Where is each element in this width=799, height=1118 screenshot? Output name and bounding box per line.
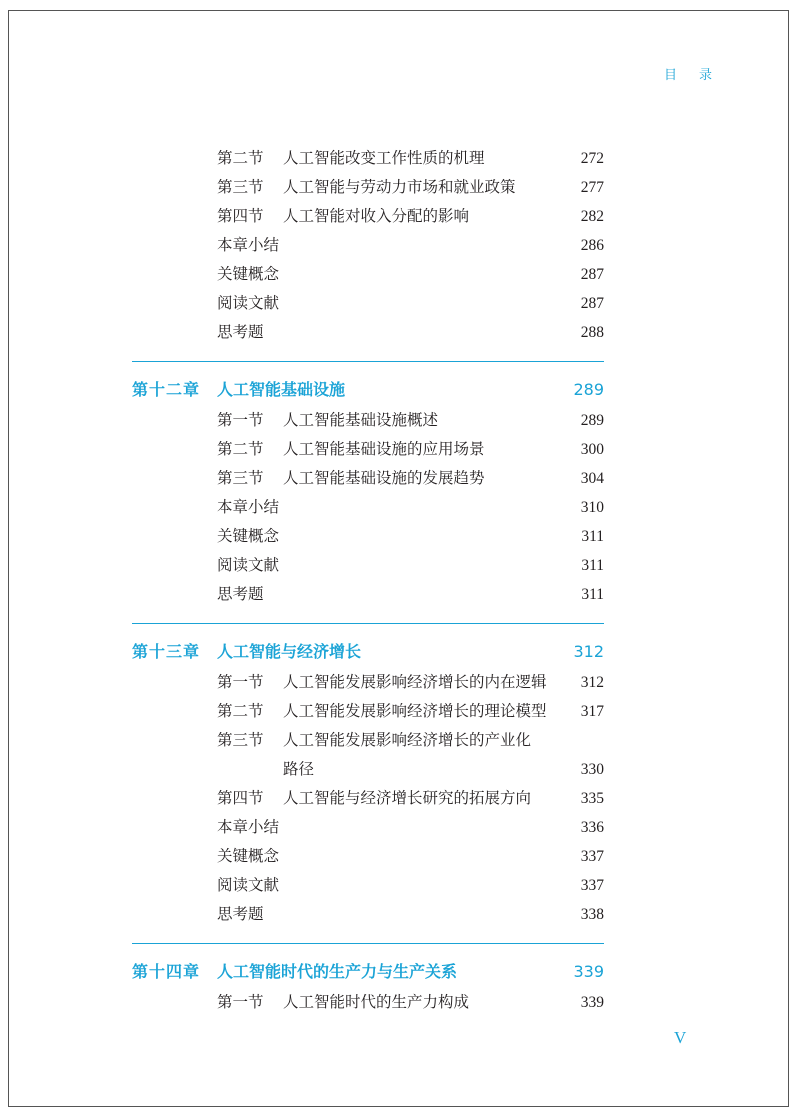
chapter-divider	[132, 361, 604, 362]
toc-entry[interactable]: 第三节 人工智能与劳动力市场和就业政策 277	[217, 178, 604, 196]
toc-entry[interactable]: 关键概念 287	[217, 265, 604, 283]
toc-entry[interactable]: 本章小结 286	[217, 236, 604, 254]
toc-entry[interactable]: 本章小结 310	[217, 498, 604, 516]
toc-entry[interactable]: 阅读文献 287	[217, 294, 604, 312]
toc-entry[interactable]: 关键概念 311	[217, 527, 604, 545]
page-number: V	[674, 1028, 687, 1047]
chapter-heading-14[interactable]: 第十四章 人工智能时代的生产力与生产关系 339	[132, 962, 604, 981]
chapter-heading-13[interactable]: 第十三章 人工智能与经济增长 312	[132, 642, 604, 661]
toc-entry[interactable]: 第四节 人工智能与经济增长研究的拓展方向 335	[217, 789, 604, 807]
toc-entry[interactable]: 思考题 288	[217, 323, 604, 341]
toc-entry[interactable]: 第三节 人工智能基础设施的发展趋势 304	[217, 469, 604, 487]
running-header	[664, 64, 712, 83]
chapter-heading-12[interactable]: 第十二章 人工智能基础设施 289	[132, 380, 604, 399]
intro-section-list	[132, 144, 604, 347]
toc-entry[interactable]: 第一节 人工智能时代的生产力构成 339	[217, 993, 604, 1011]
toc-entry[interactable]: 第三节 人工智能发展影响经济增长的产业化	[217, 731, 532, 749]
toc-entry-continued[interactable]: 路径 330	[283, 760, 604, 778]
toc-entry[interactable]: 第二节 人工智能基础设施的应用场景 300	[217, 440, 604, 458]
toc-entry[interactable]: 本章小结 336	[217, 818, 604, 836]
toc-entry[interactable]: 第四节 人工智能对收入分配的影响 282	[217, 207, 604, 225]
toc-entry[interactable]: 第二节 人工智能发展影响经济增长的理论模型 317	[217, 702, 604, 720]
chapter-divider	[132, 623, 604, 624]
table-of-contents	[132, 144, 604, 1017]
toc-entry[interactable]: 思考题 338	[217, 905, 604, 923]
chapter-divider	[132, 943, 604, 944]
toc-entry[interactable]: 第一节 人工智能发展影响经济增长的内在逻辑 312	[217, 673, 604, 691]
toc-entry[interactable]: 关键概念 337	[217, 847, 604, 865]
header-right: 录	[699, 68, 713, 83]
toc-entry[interactable]: 阅读文献 337	[217, 876, 604, 894]
toc-entry[interactable]: 第一节 人工智能基础设施概述 289	[217, 411, 604, 429]
toc-entry[interactable]: 阅读文献 311	[217, 556, 604, 574]
toc-entry[interactable]: 第二节 人工智能改变工作性质的机理 272	[217, 149, 604, 167]
header-left: 目	[664, 68, 678, 83]
toc-entry[interactable]: 思考题 311	[217, 585, 604, 603]
